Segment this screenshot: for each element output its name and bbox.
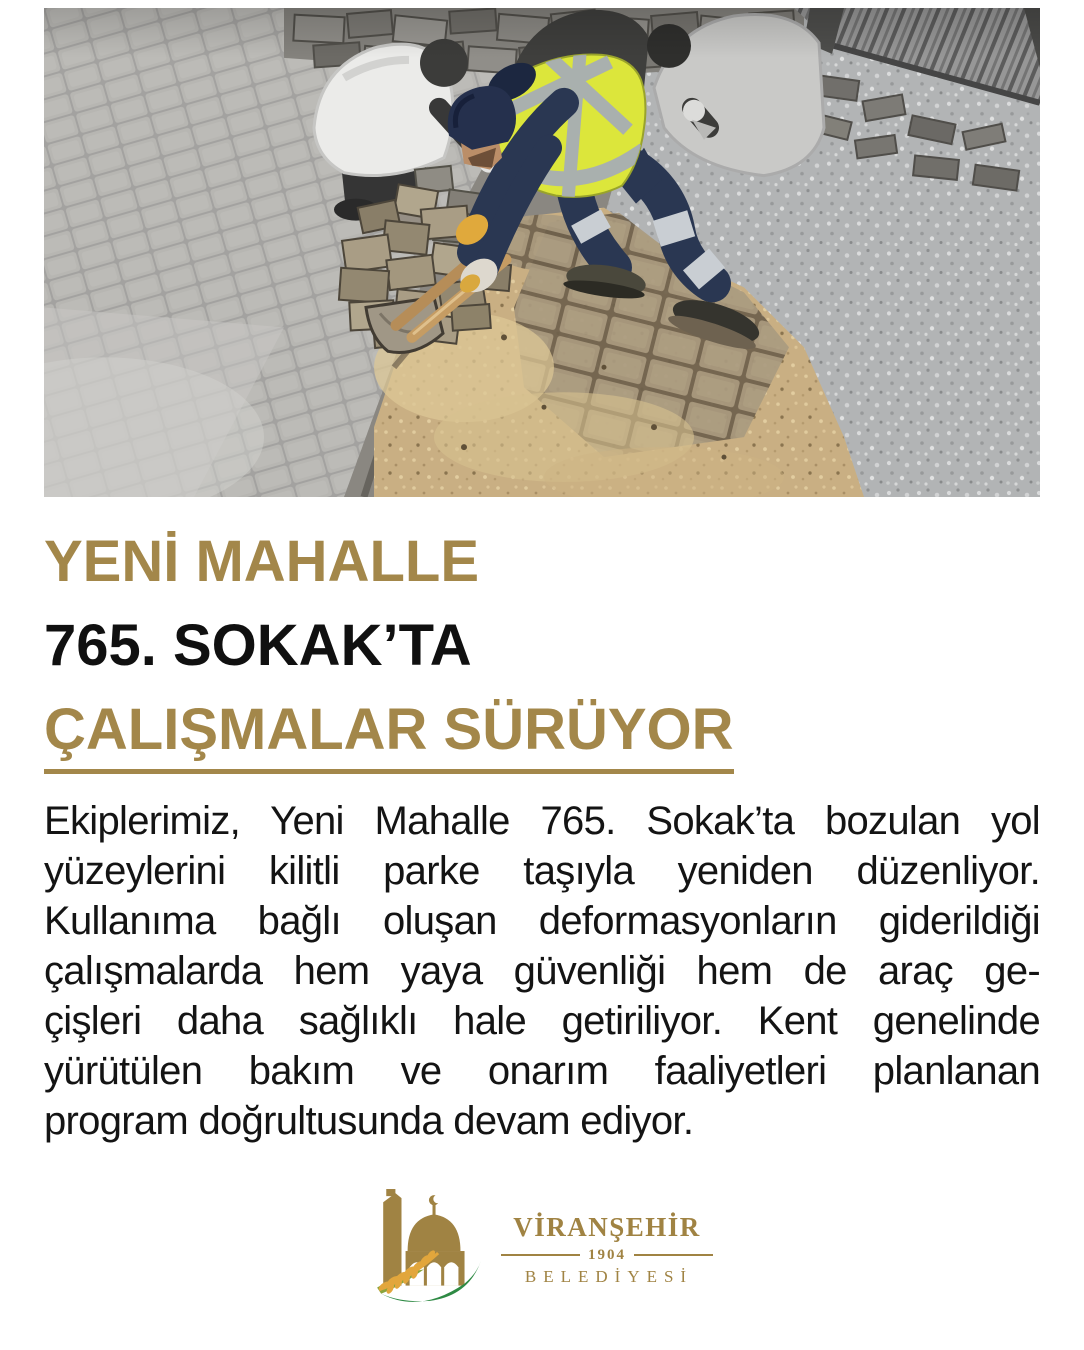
headline-line-1: YENİ MAHALLE	[44, 529, 479, 594]
body-line: çalışmalarda hem yaya güvenliği hem de araç ge-	[44, 949, 1040, 993]
logo-subtitle: BELEDİYESİ	[524, 1266, 694, 1286]
logo-emblem	[371, 1188, 493, 1310]
vignette	[44, 8, 1040, 58]
logo-year: 1904	[588, 1246, 626, 1263]
year-divider-right	[634, 1254, 713, 1256]
photo-illustration	[44, 8, 1040, 497]
year-divider-left	[501, 1254, 580, 1256]
body-line: Kullanıma bağlı oluşan deformasyonların giderildiği	[44, 899, 1040, 943]
body-line: program doğrultusunda devam ediyor.	[44, 1099, 694, 1143]
body-line: yüzeylerini kilitli parke taşıyla yeniden düzenliyor.	[44, 849, 1040, 893]
headline-underlined-text: ÇALIŞMALAR SÜRÜYOR	[44, 701, 734, 774]
municipality-logo	[371, 1188, 713, 1310]
body-line: Ekiplerimiz, Yeni Mahalle 765. Sokak’ta bozulan yol	[44, 799, 1040, 843]
photo	[44, 8, 1040, 497]
crescent-icon	[433, 1195, 442, 1204]
logo-year-row	[501, 1247, 713, 1264]
body-text	[44, 796, 1040, 1146]
headline	[44, 520, 734, 774]
headline-line-2: 765. SOKAK’TA	[44, 613, 472, 678]
body-line: çişleri daha sağlıklı hale getiriliyor. Kent genelinde	[44, 999, 1040, 1043]
logo-text	[501, 1212, 713, 1287]
headline-line-3	[44, 688, 734, 774]
logo-name: VİRANŞEHİR	[513, 1211, 701, 1242]
body-line: yürütülen bakım ve onarım faaliyetleri planlanan	[44, 1049, 1040, 1093]
